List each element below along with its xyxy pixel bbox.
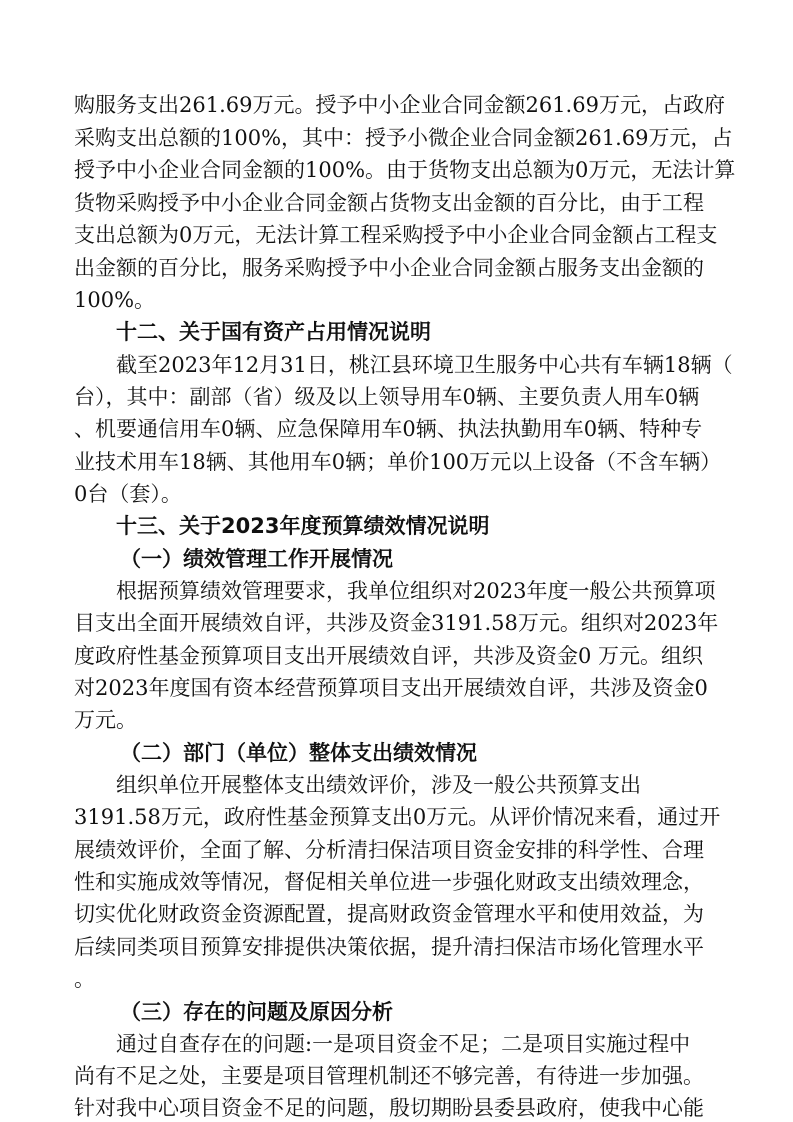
paragraph-line: 度政府性基金预算项目支出开展绩效自评，共涉及资金0 万元。组织 — [74, 644, 704, 668]
paragraph-line: 出金额的百分比，服务采购授予中小企业合同金额占服务支出金额的 — [74, 256, 704, 280]
paragraph-line: 100%。 — [74, 288, 156, 312]
paragraph-line: 授予中小企业合同金额的100%。由于货物支出总额为0万元，无法计算 — [74, 158, 736, 182]
paragraph-line: 通过自查存在的问题:一是项目资金不足；二是项目实施过程中 — [116, 1032, 691, 1056]
paragraph-line: 0台（套）。 — [74, 482, 182, 506]
paragraph-line: 对2023年度国有资本经营预算项目支出开展绩效自评，共涉及资金0 — [74, 676, 708, 700]
paragraph-line: 展绩效评价，全面了解、分析清扫保洁项目资金安排的科学性、合理 — [74, 838, 704, 862]
paragraph-line: 。 — [74, 967, 95, 991]
paragraph-line: 截至2023年12月31日，桃江县环境卫生服务中心共有车辆18辆（ — [116, 353, 733, 377]
paragraph-line: 针对我中心项目资金不足的问题，殷切期盼县委县政府，使我中心能 — [74, 1096, 704, 1120]
subsection-heading: （二）部门（单位）整体支出绩效情况 — [120, 741, 477, 765]
paragraph-line: 、机要通信用车0辆、应急保障用车0辆、执法执勤用车0辆、特种专 — [74, 417, 703, 441]
paragraph-line: 性和实施成效等情况，督促相关单位进一步强化财政支出绩效理念， — [74, 870, 704, 894]
paragraph-line: 支出总额为0万元，无法计算工程采购授予中小企业合同金额占工程支 — [74, 223, 718, 247]
paragraph-line: 尚有不足之处，主要是项目管理机制还不够完善，有待进一步加强。 — [74, 1064, 704, 1088]
paragraph-line: 采购支出总额的100%，其中：授予小微企业合同金额261.69万元，占 — [74, 126, 733, 150]
paragraph-line: 切实优化财政资金资源配置，提高财政资金管理水平和使用效益，为 — [74, 902, 704, 926]
paragraph-line: 根据预算绩效管理要求，我单位组织对2023年度一般公共预算项 — [116, 579, 716, 603]
section-heading: 十三、关于2023年度预算绩效情况说明 — [116, 514, 490, 538]
subsection-heading: （三）存在的问题及原因分析 — [120, 1000, 393, 1024]
paragraph-line: 3191.58万元，政府性基金预算支出0万元。从评价情况来看，通过开 — [74, 805, 721, 829]
paragraph-line: 货物采购授予中小企业合同金额占货物支出金额的百分比，由于工程 — [74, 191, 704, 215]
paragraph-line: 台），其中：副部（省）级及以上领导用车0辆、主要负责人用车0辆 — [74, 385, 700, 409]
section-heading: 十二、关于国有资产占用情况说明 — [116, 320, 431, 344]
paragraph-line: 目支出全面开展绩效自评，共涉及资金3191.58万元。组织对2023年 — [74, 611, 719, 635]
paragraph-line: 购服务支出261.69万元。授予中小企业合同金额261.69万元，占政府 — [74, 93, 725, 117]
subsection-heading: （一）绩效管理工作开展情况 — [120, 547, 393, 571]
paragraph-line: 组织单位开展整体支出绩效评价，涉及一般公共预算支出 — [116, 773, 641, 797]
paragraph-line: 后续同类项目预算安排提供决策依据，提升清扫保洁市场化管理水平 — [74, 935, 704, 959]
paragraph-line: 业技术用车18辆、其他用车0辆；单价100万元以上设备（不含车辆） — [74, 450, 722, 474]
paragraph-line: 万元。 — [74, 708, 137, 732]
